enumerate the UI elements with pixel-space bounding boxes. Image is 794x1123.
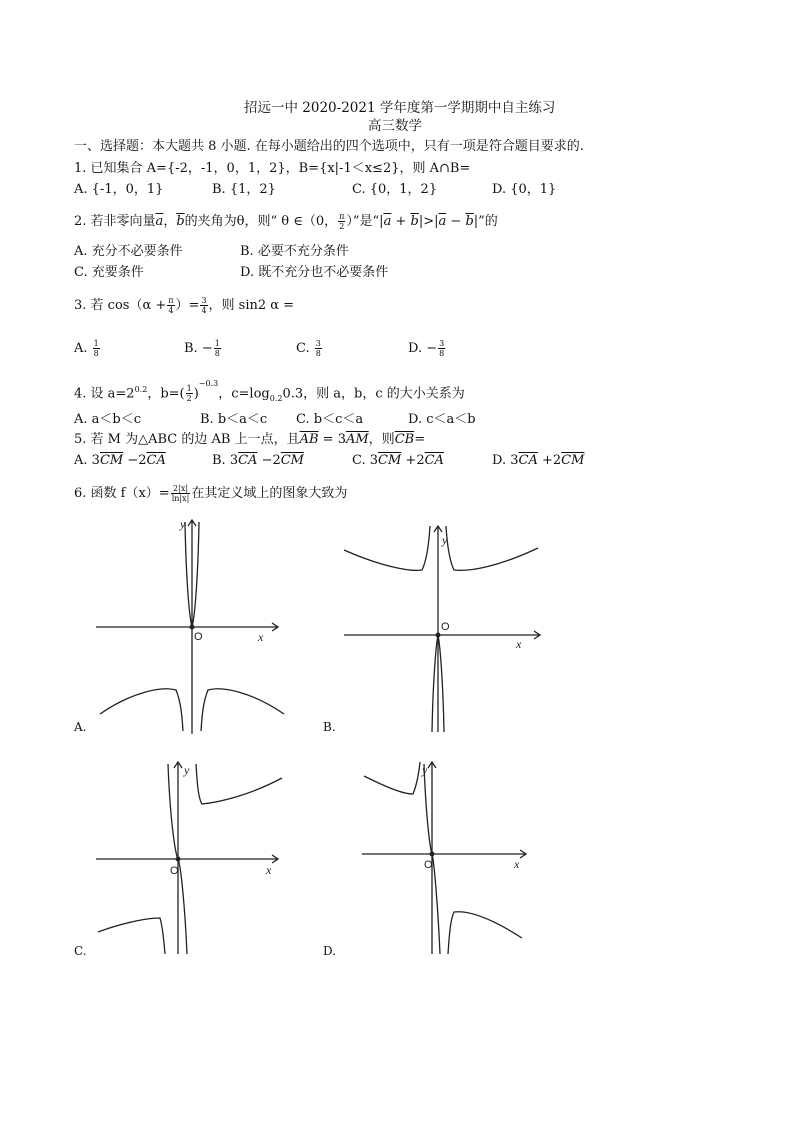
q6-text-1: 6. 函数 f（x）= [74, 486, 170, 501]
q3-c-num: 3 [315, 339, 321, 348]
q1-option-a: A. {-1，0，1} [74, 182, 164, 197]
q3-a-num: 1 [93, 339, 99, 348]
question-2-stem [74, 212, 498, 231]
question-3-stem [74, 296, 294, 315]
q5-d-op: +2 [537, 453, 562, 468]
graph-d-left-branch [364, 762, 420, 794]
q2-option-b: B. 必要不充分条件 [240, 244, 349, 259]
q1-option-c: C. {0，1，2} [352, 182, 438, 197]
q2-vector-a: $\overline{a}$ [155, 214, 164, 229]
graph-a-left-branch [100, 689, 183, 731]
q4-option-b: B. b＜a＜c [200, 412, 268, 427]
q3-c-frac [315, 339, 322, 358]
q3-text-1: 3. 若 cos（α + [74, 298, 167, 313]
graph-b-right-branch [446, 526, 538, 570]
q5-d-vec1: $\overline{CA}$ [518, 453, 538, 468]
q3-option-a [74, 339, 101, 358]
graph-d-x-label: x [514, 857, 520, 871]
graph-d-origin-label: O [424, 859, 433, 871]
q5-d-vec2: $\overline{CM}$ [561, 453, 585, 468]
graph-a-origin-label: O [194, 631, 203, 643]
q2-text-4: ）”是“| [346, 214, 384, 229]
q3-text-3: ，则 sin2 α = [208, 298, 295, 313]
graph-c-origin-dot [176, 857, 180, 861]
q4-option-a: A. a＜b＜c [74, 412, 142, 427]
q1-option-b: B. {1，2} [212, 182, 276, 197]
q5-option-b [212, 453, 304, 469]
graph-b-origin-label: O [441, 621, 450, 633]
question-6-stem [74, 484, 347, 503]
q2-vector-b-2: $\overline{b}$ [410, 214, 419, 229]
q5-a-op: −2 [123, 453, 147, 468]
q4-text-2: ，b=( [147, 386, 185, 402]
q5-c-vec1: $\overline{CM}$ [378, 453, 402, 468]
q5-text-1: 5. 若 M 为△ABC 的边 AB 上一点，且 [74, 432, 300, 447]
q2-frac-den: 2 [339, 222, 345, 231]
graph-a-label: A. [74, 720, 87, 734]
q2-option-a: A. 充分不必要条件 [74, 244, 183, 259]
q2-text-2: ， [163, 214, 177, 229]
graph-b-x-label: x [516, 637, 522, 651]
graph-d-right-branch [448, 912, 522, 954]
q4-option-d: D. c＜a＜b [408, 412, 476, 427]
q2-text-1: 2. 若非零向量 [74, 214, 156, 229]
q3-d-label: D. − [408, 341, 438, 356]
q5-vector-ab: $\overline{AB}$ [299, 432, 319, 447]
q4-text-5: 0.3，则 a，b，c 的大小关系为 [282, 386, 465, 402]
q6-frac-num: 2|x| [171, 484, 191, 494]
q4-frac-num: 1 [186, 384, 192, 394]
q3-d-num: 3 [439, 339, 445, 348]
q3-b-label: B. − [184, 341, 213, 356]
q3-frac1-num: π [168, 296, 174, 305]
q2-text-3: 的夹角为θ，则“ θ ∈（0， [184, 214, 338, 229]
q5-b-vec1: $\overline{CA}$ [238, 453, 258, 468]
graph-b-origin-dot [436, 633, 440, 637]
q2-vector-b: $\overline{b}$ [176, 214, 185, 229]
page-title: 招远一中 2020-2021 学年度第一学期期中自主练习 [244, 100, 556, 116]
q2-vector-a-3: $\overline{a}$ [438, 214, 447, 229]
graph-d [358, 758, 538, 958]
q3-fraction-1 [167, 296, 174, 315]
q2-vector-a-2: $\overline{a}$ [383, 214, 392, 229]
q4-fraction [186, 384, 193, 403]
q2-option-c: C. 充要条件 [74, 265, 144, 280]
graph-d-y-label: y [422, 763, 428, 777]
graph-c-right-branch [196, 764, 282, 804]
q6-frac-den: ln|x| [171, 494, 190, 503]
q2-vector-b-3: $\overline{b}$ [465, 214, 474, 229]
graph-c-x-label: x [266, 863, 272, 877]
q3-c-den: 8 [315, 349, 321, 358]
q5-b-op: −2 [257, 453, 281, 468]
q4-text-4: ，c=log [218, 386, 270, 402]
q5-option-a [74, 453, 166, 469]
q6-text-2: 在其定义域上的图象大致为 [191, 486, 348, 501]
page-subtitle: 高三数学 [368, 118, 422, 134]
question-5-stem [74, 432, 425, 448]
section-heading: 一、选择题：本大题共 8 小题. 在每小题给出的四个选项中，只有一项是符合题目要求的. [74, 139, 584, 154]
q2-text-6: |>| [418, 214, 439, 229]
q3-a-frac [93, 339, 100, 358]
q5-a-label: A. 3 [74, 453, 100, 468]
q3-d-den: 8 [439, 349, 445, 358]
q3-c-label: C. [296, 341, 310, 356]
q6-fraction [171, 484, 191, 503]
q3-frac1-den: 4 [168, 306, 174, 315]
graph-c-y-label: y [184, 763, 190, 777]
q4-frac-den: 2 [186, 394, 192, 404]
q5-vector-cb: $\overline{CB}$ [394, 432, 415, 447]
q5-option-c [352, 453, 444, 469]
q2-fraction [338, 212, 345, 231]
graph-a [92, 516, 302, 736]
q3-fraction-2 [200, 296, 207, 315]
q4-option-c: C. b＜c＜a [296, 412, 364, 427]
q2-frac-num: π [339, 212, 345, 221]
q3-text-2: ）= [175, 298, 200, 313]
graph-b-label: B. [323, 720, 336, 734]
graph-c [92, 758, 302, 958]
q5-b-vec2: $\overline{CM}$ [280, 453, 304, 468]
q2-text-5: + [391, 214, 411, 229]
q1-option-d: D. {0，1} [492, 182, 557, 197]
q5-text-4: = [414, 432, 426, 447]
q4-log-base: 0.2 [269, 393, 283, 403]
q4-text-1: 4. 设 a=2 [74, 386, 135, 402]
q5-a-vec1: $\overline{CM}$ [99, 453, 124, 468]
q3-option-c [296, 339, 323, 358]
q3-option-b [184, 339, 222, 358]
graph-c-label: C. [74, 944, 87, 958]
q3-frac2-num: 3 [201, 296, 207, 305]
q2-option-d: D. 既不充分也不必要条件 [240, 265, 389, 280]
q5-text-3: ，则 [368, 432, 395, 447]
q2-text-7: − [446, 214, 466, 229]
question-4-stem [74, 379, 465, 407]
question-1-stem: 1. 已知集合 A={-2，-1，0，1，2}，B={x|-1＜x≤2}，则 A∩B= [74, 161, 471, 176]
graph-c-origin-label: O [170, 865, 179, 877]
q5-c-op: +2 [401, 453, 425, 468]
q5-option-d [492, 453, 584, 469]
q5-d-label: D. 3 [492, 453, 519, 468]
q3-option-d [408, 339, 446, 358]
graph-b-y-label: y [442, 533, 448, 547]
graph-b-left-branch [344, 526, 430, 570]
q3-d-frac [438, 339, 445, 358]
graph-b [340, 520, 550, 738]
q5-vector-am: $\overline{AM}$ [345, 432, 369, 447]
q5-c-label: C. 3 [352, 453, 379, 468]
graph-a-right-branch [201, 689, 284, 731]
q5-c-vec2: $\overline{CA}$ [424, 453, 444, 468]
q5-a-vec2: $\overline{CA}$ [146, 453, 166, 468]
graph-d-origin-dot [430, 852, 434, 856]
q5-b-label: B. 3 [212, 453, 239, 468]
q3-a-den: 8 [93, 349, 99, 358]
graph-a-x-label: x [258, 630, 264, 644]
q4-exponent-b: −0.3 [198, 379, 219, 388]
graph-a-origin-dot [190, 625, 194, 629]
q5-text-2: = 3 [318, 432, 346, 447]
graph-c-left-branch [98, 918, 165, 954]
q4-text-3: ) [193, 386, 199, 402]
q3-b-num: 1 [214, 339, 220, 348]
q3-b-den: 8 [214, 349, 220, 358]
q3-a-label: A. [74, 341, 88, 356]
q3-b-frac [214, 339, 221, 358]
graph-d-label: D. [323, 944, 337, 958]
q2-text-8: |”的 [473, 214, 498, 229]
q3-frac2-den: 4 [201, 306, 207, 315]
graph-a-y-label: y [180, 517, 186, 531]
q4-exponent-a: 0.2 [134, 385, 148, 394]
